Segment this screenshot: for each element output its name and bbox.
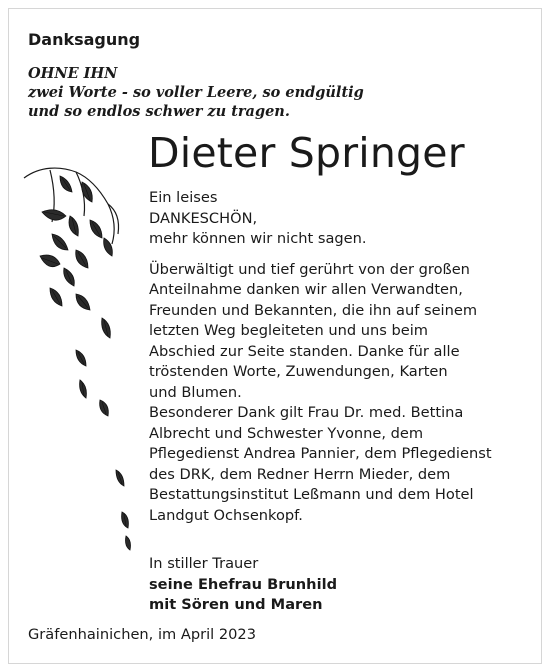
paragraph-line: des DRK, dem Redner Herrn Mieder, dem: [149, 465, 451, 483]
falling-leaves-icon: [20, 160, 135, 560]
paragraph-line: letzten Weg begleiteten und uns beim: [149, 322, 428, 339]
notice-body: [149, 188, 529, 526]
signature-line: In stiller Trauer: [149, 555, 259, 572]
signature-line: seine Ehefrau Brunhild: [149, 575, 338, 593]
signature-line: mit Sören und Maren: [149, 596, 323, 613]
paragraph-line: Freunden und Bekannten, die ihn auf seinem: [149, 301, 478, 319]
notice-heading: Danksagung: [28, 30, 141, 49]
paragraph-line: Besonderer Dank gilt Frau Dr. med. Bettina: [149, 404, 464, 421]
paragraph-line: Überwältigt und tief gerührt von der großen: [149, 260, 470, 278]
poem: [28, 64, 364, 121]
poem-line: und so endlos schwer zu tragen.: [28, 103, 290, 120]
place-date: Gräfenhainichen, im April 2023: [28, 626, 256, 643]
intro-line: DANKESCHÖN,: [149, 209, 258, 227]
paragraph-line: Abschied zur Seite standen. Danke für alle: [149, 342, 460, 360]
intro-line: mehr können wir nicht sagen.: [149, 230, 367, 247]
paragraph-line: und Blumen.: [149, 383, 242, 401]
intro-line: Ein leises: [149, 189, 218, 206]
paragraph-line: Bestattungsinstitut Leßmann und dem Hotel: [149, 486, 474, 503]
poem-line: zwei Worte - so voller Leere, so endgültig: [28, 84, 364, 101]
paragraph-line: tröstenden Worte, Zuwendungen, Karten: [149, 363, 448, 380]
deceased-name: Dieter Springer: [148, 129, 465, 177]
poem-line: OHNE IHN: [28, 65, 118, 82]
paragraph-line: Anteilnahme danken wir allen Verwandten,: [149, 281, 463, 298]
paragraph-line: Pflegedienst Andrea Pannier, dem Pflegedienst: [149, 445, 492, 462]
paragraph-line: Albrecht und Schwester Yvonne, dem: [149, 424, 424, 442]
paragraph-line: Landgut Ochsenkopf.: [149, 506, 303, 524]
signature: [149, 554, 337, 616]
